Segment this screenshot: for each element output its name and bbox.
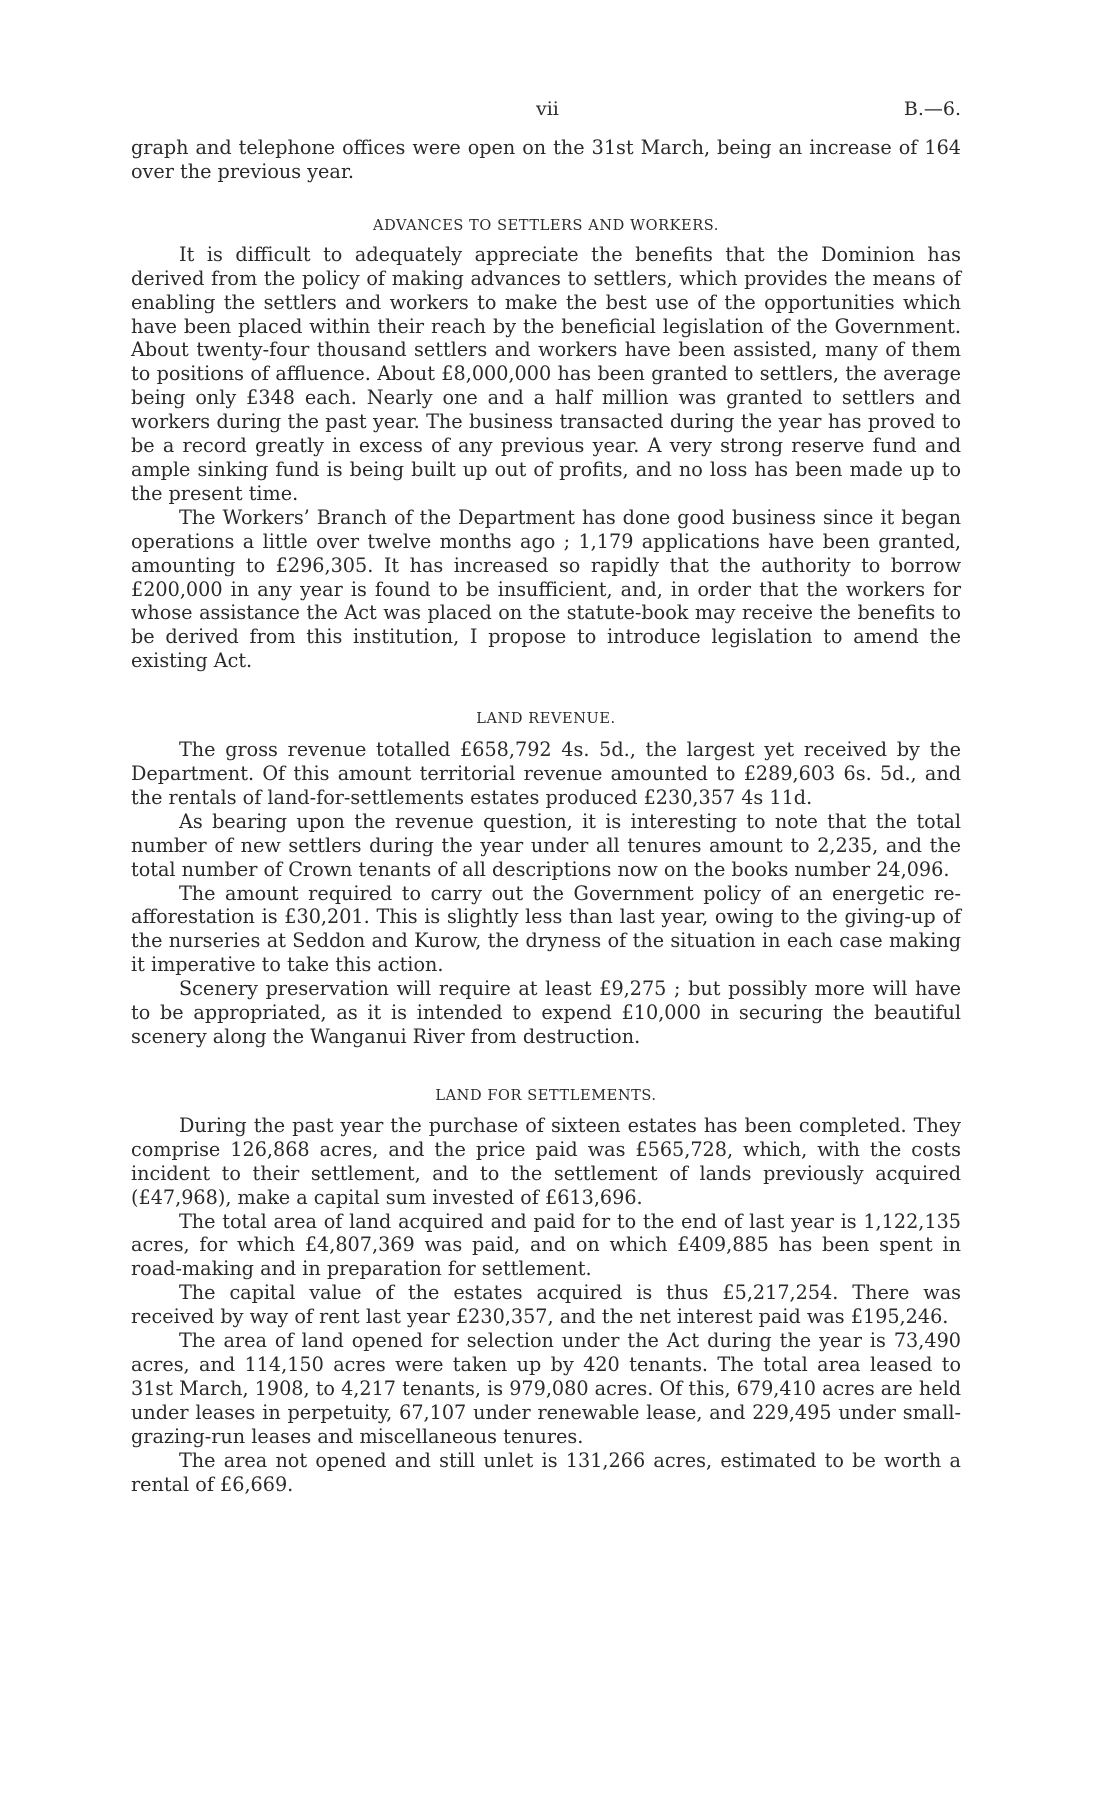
document-code: B.—6.: [903, 98, 961, 120]
paragraph: As bearing upon the revenue question, it is interesting to note that the total number of new settlers during the year under all tenures amount to 2,235, and the total number of Crown tenants of all descriptions now on the books number 24,096.: [131, 809, 961, 881]
paragraph: During the past year the purchase of sixteen estates has been completed. They comprise 126,868 acres, and the price paid was £565,728, which, with the costs incident to their settlement, and to the settlement of lands previously acquired (£47,968), make a capital sum invested of £613,696.: [131, 1113, 961, 1209]
page-header: [131, 98, 961, 136]
section-heading-land-for-settlements: LAND FOR SETTLEMENTS.: [435, 1087, 657, 1104]
section-heading-advances: ADVANCES TO SETTLERS AND WORKERS.: [373, 217, 719, 234]
paragraph: It is difficult to adequately appreciate the benefits that the Dominion has derived from the policy of making advances to settlers, which provides the means of enabling the settlers and workers to make the best use of the opportunities which have been placed within their reach by the beneficial legislation of the Government. About twenty-four thousand settlers and workers have been assisted, many of them to positions of affluence. About £8,000,000 has been granted to settlers, the average being only £348 each. Nearly one and a half million was granted to settlers and workers during the past year. The business transacted during the year has proved to be a record greatly in excess of any previous year. A very strong reserve fund and ample sinking fund is being built up out of profits, and no loss has been made up to the present time.: [131, 242, 961, 505]
paragraph: The capital value of the estates acquired is thus £5,217,254. There was received by way of rent last year £230,357, and the net interest paid was £195,246.: [131, 1281, 961, 1329]
paragraph: The amount required to carry out the Government policy of an energetic re-afforestation is £30,201. This is slightly less than last year, owing to the giving-up of the nurseries at Seddon and Kurow, the dryness of the situation in each case making it imperative to take this action.: [131, 881, 961, 977]
section-heading-land-revenue: LAND REVENUE.: [476, 711, 616, 728]
continuation-paragraph: graph and telephone offices were open on the 31st March, being an increase of 164 over the previous year.: [131, 136, 961, 183]
page-number: vii: [536, 98, 559, 120]
paragraph: The total area of land acquired and paid for to the end of last year is 1,122,135 acres, for which £4,807,369 was paid, and on which £409,885 has been spent in road-making and in preparation for settlement.: [131, 1209, 961, 1281]
section-land-revenue: [131, 709, 961, 1049]
paragraph: The area not opened and still unlet is 131,266 acres, estimated to be worth a rental of £6,669.: [131, 1448, 961, 1496]
page-content: [131, 98, 961, 1496]
paragraph: The gross revenue totalled £658,792 4s. 5d., the largest yet received by the Department. Of this amount territorial revenue amounted to £289,603 6s. 5d., and the rentals of land-for-settlements estates produced £230,357 4s 11d.: [131, 738, 961, 809]
paragraph: The area of land opened for selection under the Act during the year is 73,490 acres, and 114,150 acres were taken up by 420 tenants. The total area leased to 31st March, 1908, to 4,217 tenants, is 979,080 acres. Of this, 679,410 acres are held under leases in perpetuity, 67,107 under renewable lease, and 229,495 under small-grazing-run leases and miscellaneous tenures.: [131, 1329, 961, 1448]
paragraph: Scenery preservation will require at least £9,275 ; but possibly more will have to be appropriated, as it is intended to expend £10,000 in securing the beautiful scenery along the Wanganui River from destruction.: [131, 977, 961, 1048]
section-land-for-settlements: [131, 1086, 961, 1497]
section-advances: [131, 216, 961, 673]
paragraph: The Workers’ Branch of the Department has done good business since it began operations a little over twelve months ago ; 1,179 applications have been granted, amounting to £296,305. It has increased so rapidly that the authority to borrow £200,000 in any year is found to be insufficient, and, in order that the workers for whose assistance the Act was placed on the statute-book may receive the benefits to be derived from this institution, I propose to introduce legislation to amend the existing Act.: [131, 505, 961, 673]
